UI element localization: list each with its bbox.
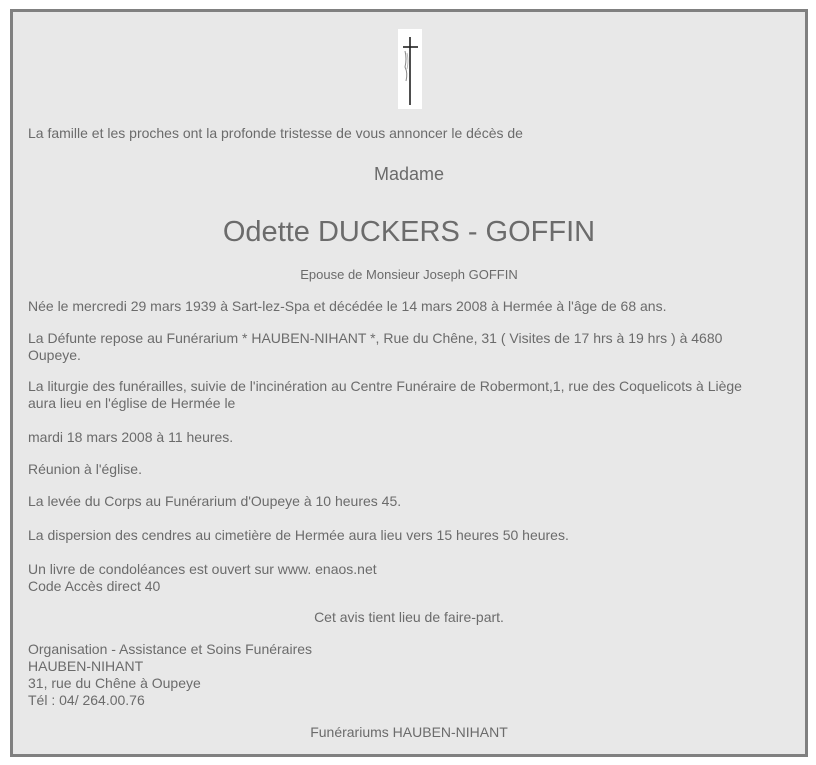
rest-line-1: La Défunte repose au Funérarium * HAUBEN-NIHANT *, Rue du Chêne, 31 ( Visites de 17 hrs à 19 hrs ) à 4680 <box>28 330 723 346</box>
meeting-text: Réunion à l'église. <box>28 461 142 477</box>
obituary-card <box>10 9 808 757</box>
liturgy-line-2: aura lieu en l'église de Hermée le <box>28 395 236 411</box>
condolences-line-2: Code Accès direct 40 <box>28 578 161 594</box>
liturgy-line-1: La liturgie des funérailles, suivie de l'incinération au Centre Funéraire de Robermont,1, rue des Coquelicots à Liège <box>28 378 742 394</box>
org-line-1: Organisation - Assistance et Soins Funéraires <box>28 641 313 657</box>
cross-icon <box>398 29 422 109</box>
org-line-4: Tél : 04/ 264.00.76 <box>28 692 145 708</box>
birth-death-text: Née le mercredi 29 mars 1939 à Sart-lez-Spa et décédée le 14 mars 2008 à Hermée à l'âge de 68 ans. <box>28 298 667 314</box>
date-time-text: mardi 18 mars 2008 à 11 heures. <box>28 429 234 445</box>
deceased-name: Odette DUCKERS - GOFFIN <box>222 216 596 248</box>
intro-text: La famille et les proches ont la profonde tristesse de vous annoncer le décès de <box>28 125 523 141</box>
condolences-line-1: Un livre de condoléances est ouvert sur www. enaos.net <box>28 561 377 577</box>
levee-text: La levée du Corps au Funérarium d'Oupeye à 10 heures 45. <box>28 493 402 509</box>
notice-text: Cet avis tient lieu de faire-part. <box>314 609 504 625</box>
title-text: Madame <box>373 164 445 184</box>
rest-line-2: Oupeye. <box>28 347 81 363</box>
org-line-2: HAUBEN-NIHANT <box>28 658 144 674</box>
footer-text: Funérariums HAUBEN-NIHANT <box>310 724 508 740</box>
org-line-3: 31, rue du Chêne à Oupeye <box>28 675 201 691</box>
dispersion-text: La dispersion des cendres au cimetière de Hermée aura lieu vers 15 heures 50 heures. <box>28 527 569 543</box>
spouse-text: Epouse de Monsieur Joseph GOFFIN <box>300 267 518 282</box>
